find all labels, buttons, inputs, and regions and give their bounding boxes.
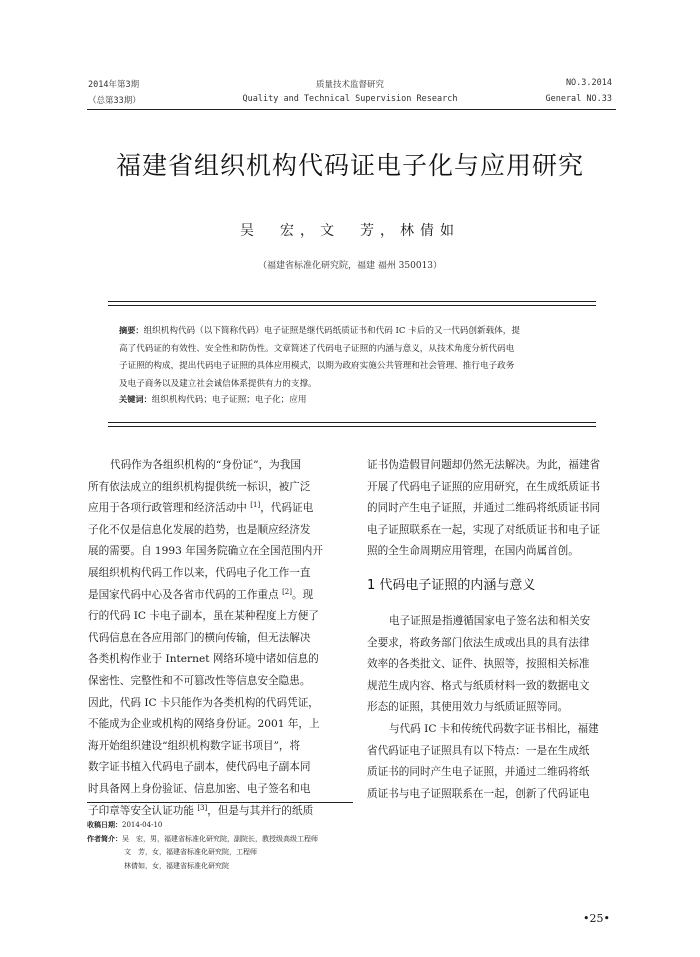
body-text: 展组织机构代码工作以来，代码电子化工作一直: [88, 566, 311, 579]
footnote: [87, 819, 318, 873]
body-line: [88, 757, 350, 779]
keywords-label: 关键词：: [119, 394, 152, 404]
citation-ref: [2]: [282, 587, 292, 596]
body-line: [88, 693, 350, 715]
body-text: 各类机构作业于 Internet 网络环境中诸如信息的: [88, 653, 319, 666]
abstract-bottom-rule-1: [108, 422, 596, 423]
body-line: [88, 714, 350, 736]
abstract-bottom-rule-2: [108, 426, 596, 427]
abstract-line: 子证照的构成，提出代码电子证照的具体应用模式，以期为政府实施公共管理和社会管理、推行电子政务: [119, 361, 515, 372]
body-text: 因此，代码 IC 卡只能作为各类机构的代码凭证，: [88, 696, 319, 709]
header-rule: [87, 109, 616, 110]
body-line: [88, 520, 350, 542]
abstract-top-rule-1: [108, 301, 596, 302]
body-line: [88, 606, 350, 628]
body-text: 时具备网上身份验证、信息加密、电子签名和电: [88, 782, 311, 795]
footnote-rule: [87, 802, 353, 803]
body-line: 电子证照是指遵循国家电子签名法和相关安: [389, 615, 591, 627]
right-column-top: [367, 455, 627, 563]
bio-label: 作者简介：: [87, 834, 122, 843]
header-number: NO.3.2014: [565, 78, 612, 88]
header-issue: 2014年第3期: [88, 80, 140, 90]
affiliation: （福建省标准化研究院，福建 福州 350013）: [257, 261, 443, 271]
body-text: 是国家代码中心及各省市代码的工作重点: [88, 588, 283, 601]
left-column: [88, 455, 350, 822]
body-line: [88, 585, 350, 607]
author-bio: 吴 宏，男，福建省标准化研究院，副院长，教授级高级工程师: [122, 834, 318, 843]
body-line: 照的全生命周期应用管理，在国内尚属首创。: [367, 545, 579, 558]
body-line: [88, 563, 350, 585]
body-line: [88, 541, 350, 563]
citation-ref: [3]: [197, 803, 208, 812]
abstract-top-rule-2: [108, 305, 596, 306]
abstract-label: 摘要：: [119, 325, 144, 335]
body-line: [88, 455, 350, 477]
body-line: [88, 498, 350, 520]
header-general-number: General NO.33: [545, 94, 612, 104]
body-line: [88, 671, 350, 693]
body-line: 证书伪造假冒问题却仍然无法解决。为此，福建省: [367, 459, 601, 471]
body-line: [88, 649, 350, 671]
article-title: 福建省组织机构代码证电子化与应用研究: [115, 151, 584, 180]
keywords-text: 组织机构代码；电子证照；电子化；应用: [151, 395, 307, 405]
body-line: 的同时产生电子证照，并通过二维码将纸质证书同: [367, 502, 601, 515]
body-line: 与代码 IC 卡和传统代码数字证书相比，福建: [389, 722, 599, 735]
right-column-bottom: [367, 611, 627, 805]
citation-ref: [1]: [250, 501, 261, 510]
abstract-line: 组织机构代码（以下简称代码）电子证照是继代码纸质证书和代码 IC 卡后的又一代码创新载体，提: [143, 326, 520, 336]
body-text: 代码信息在各应用部门的横向传输，但无法解决: [88, 631, 311, 644]
abstract-line: 高了代码证的有效性、安全性和防伪性。文章简述了代码电子证照的内涵与意义，从技术角度分析代码电: [119, 343, 515, 354]
body-text: 海开始组织建设“组织机构数字证书项目”，将: [88, 739, 301, 752]
author-bio: 林倩如，女，福建省标准化研究院: [124, 861, 229, 870]
body-text: 所有依法成立的组织机构提供统一标识，被广泛: [88, 480, 311, 493]
body-line: 规范生成内容、格式与纸质材料一致的数据电文: [367, 679, 590, 692]
received-label: 收稿日期：: [87, 821, 122, 829]
keywords: [119, 393, 599, 405]
section-heading: 1 代码电子证照的内涵与意义: [367, 578, 536, 593]
header-journal-en: Quality and Technical Supervision Research: [242, 94, 458, 104]
body-text: 子印章等安全认证功能: [88, 804, 198, 817]
body-line: 电子证照联系在一起，实现了对纸质证书和电子证: [367, 523, 601, 536]
body-text: 不能成为企业或机构的网络身份证。2001 年，上: [88, 718, 320, 731]
header-total-issue: （总第33期）: [88, 96, 141, 106]
body-text: 保密性、完整性和不可篡改性等信息安全隐患。: [88, 674, 311, 687]
body-text: 。现: [291, 588, 314, 601]
body-line: 全要求，将政务部门依法生成或出具的具有法律: [367, 636, 590, 649]
authors: 吴 宏，文 芳，林倩如: [240, 223, 460, 239]
body-line: 省代码证电子证照具有以下特点：一是在生成纸: [367, 744, 590, 757]
received-date: 2014-04-10: [122, 821, 163, 829]
body-line: 效率的各类批文、证件、执照等，按照相关标准: [367, 658, 590, 671]
body-line: [88, 779, 350, 801]
author-bio: 文 芳，女，福建省标准化研究院，工程师: [124, 848, 257, 856]
body-text: 展的需要。自 1993 年国务院确立在全国范围内开: [88, 545, 323, 558]
body-line: [88, 736, 350, 758]
body-line: 质证书的同时产生电子证照，并通过二维码将纸: [367, 766, 590, 779]
body-line: 形态的证照，其使用效力与纸质证照等同。: [367, 701, 569, 714]
abstract: [119, 322, 599, 393]
body-text: ，代码证电: [260, 502, 314, 515]
body-text: 数字证书植入代码电子副本，使代码电子副本同: [88, 761, 311, 774]
abstract-line: 及电子商务以及建立社会诚信体系提供有力的支撑。: [119, 378, 317, 389]
body-text: ，但是与其并行的纸质: [207, 804, 314, 817]
body-line: 质证书与电子证照联系在一起，创新了代码证电: [367, 787, 590, 800]
body-text: 代码作为各组织机构的“身份证”，为我国: [110, 459, 301, 471]
body-text: 应用于各项行政管理和经济活动中: [88, 502, 251, 515]
header-journal-cn: 质量技术监督研究: [315, 80, 384, 90]
body-line: [88, 477, 350, 499]
body-text: 子化不仅是信息化发展的趋势，也是顺应经济发: [88, 523, 311, 536]
body-text: 行的代码 IC 卡电子副本，虽在某种程度上方便了: [88, 610, 319, 623]
body-line: 开展了代码电子证照的应用研究，在生成纸质证书: [367, 480, 601, 493]
body-line: [88, 628, 350, 650]
page-number: •25•: [583, 912, 610, 925]
